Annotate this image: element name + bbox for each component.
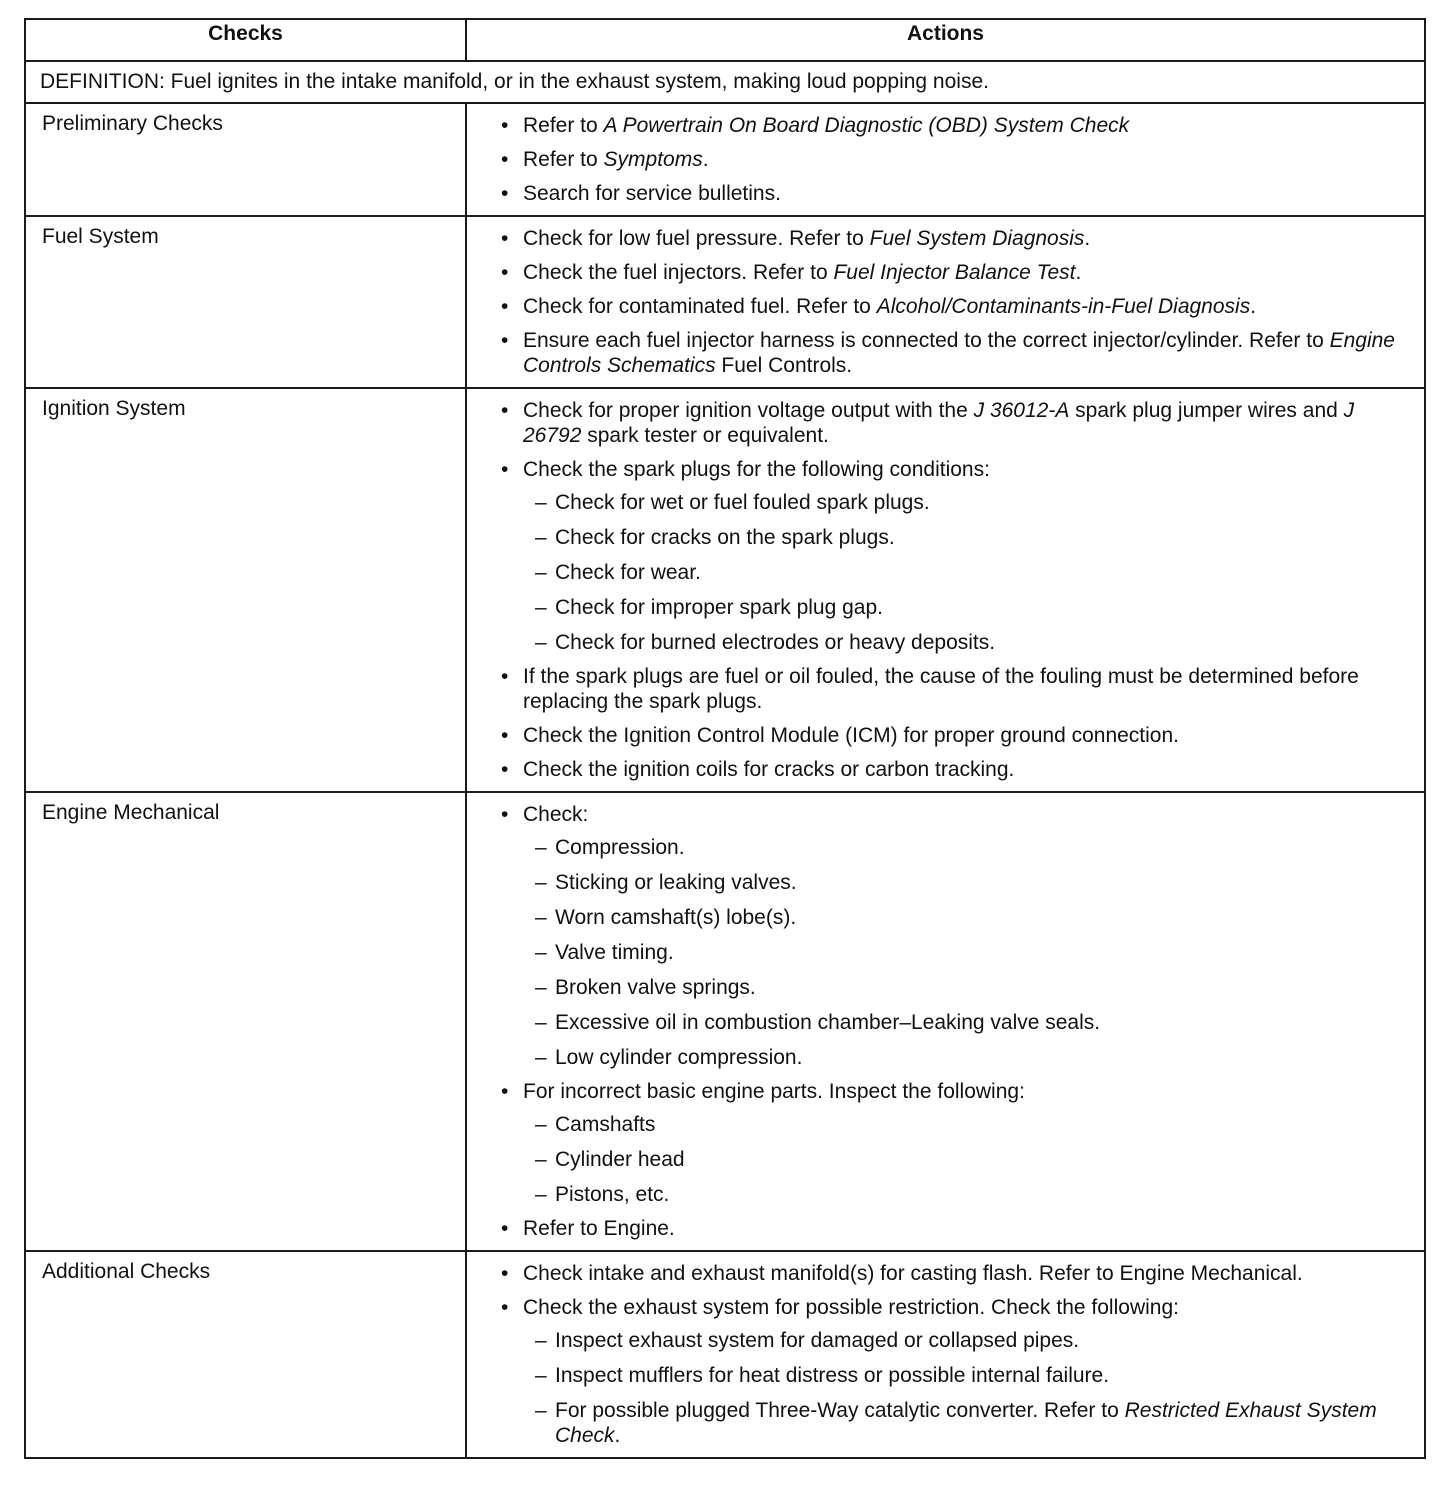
sub-list-item: – Camshafts: [535, 1112, 1414, 1137]
list-item: • Search for service bulletins.: [501, 181, 1414, 206]
reference-link: Alcohol/Contaminants-in-Fuel Diagnosis: [876, 295, 1251, 318]
check-label-ignition: Ignition System: [25, 388, 466, 792]
item-text: Check the fuel injectors. Refer to: [523, 261, 834, 284]
reference-link: Fuel Injector Balance Test: [833, 261, 1076, 284]
sub-list-item: – Inspect mufflers for heat distress or possible internal failure.: [535, 1363, 1414, 1388]
list-item: • If the spark plugs are fuel or oil fouled, the cause of the fouling must be determined before replacing the spark plugs.: [501, 664, 1414, 714]
list-item: [501, 260, 1414, 285]
reference-link: A Powertrain On Board Diagnostic (OBD) System Check: [603, 114, 1130, 137]
list-item: [501, 398, 1414, 448]
sub-list-item: – Low cylinder compression.: [535, 1045, 1414, 1070]
list-item: [501, 1079, 1414, 1207]
list-item: [501, 294, 1414, 319]
list-item: [501, 113, 1414, 138]
sub-list-item: – Broken valve springs.: [535, 975, 1414, 1000]
tool-reference: J 26792: [523, 399, 1355, 447]
checks-header: Checks: [25, 19, 466, 61]
definition-row: [25, 61, 1425, 103]
item-text: Ensure each fuel injector harness is connected to the correct injector/cylinder. Refer to: [523, 329, 1330, 352]
check-label-engine: Engine Mechanical: [25, 792, 466, 1251]
item-text: Check for proper ignition voltage output with the: [523, 399, 974, 422]
item-text: spark tester or equivalent.: [581, 424, 829, 447]
list-item: [501, 802, 1414, 1070]
list-item: • Check the Ignition Control Module (ICM) for proper ground connection.: [501, 723, 1414, 748]
table-row: [25, 103, 1425, 216]
list-item: [501, 226, 1414, 251]
item-text: For incorrect basic engine parts. Inspect the following:: [523, 1080, 1025, 1103]
table-row: [25, 388, 1425, 792]
table-row: [25, 792, 1425, 1251]
list-item: [501, 457, 1414, 655]
sub-list-item: – Check for improper spark plug gap.: [535, 595, 1414, 620]
reference-link: Engine Controls Schematics: [523, 329, 1395, 377]
actions-header: Actions: [466, 19, 1425, 61]
item-text: spark plug jumper wires and: [1069, 399, 1344, 422]
item-text: .: [614, 1424, 621, 1447]
item-text: Check the spark plugs for the following conditions:: [523, 458, 990, 481]
item-text: Fuel Controls.: [715, 354, 853, 377]
item-text: .: [1075, 261, 1082, 284]
actions-additional: [466, 1251, 1425, 1458]
item-text: .: [702, 148, 709, 171]
sub-list-item: – Check for cracks on the spark plugs.: [535, 525, 1414, 550]
check-label-preliminary: Preliminary Checks: [25, 103, 466, 216]
diagnostic-table: [24, 18, 1426, 1459]
reference-link: Fuel System Diagnosis: [869, 227, 1085, 250]
header-row: [25, 19, 1425, 61]
item-text: Check the exhaust system for possible restriction. Check the following:: [523, 1296, 1179, 1319]
reference-link: Restricted Exhaust System Check: [555, 1399, 1377, 1447]
sub-list-item: – Sticking or leaking valves.: [535, 870, 1414, 895]
list-item: • Refer to Engine.: [501, 1216, 1414, 1241]
item-text: Check:: [523, 803, 589, 826]
sub-list-item: – Inspect exhaust system for damaged or collapsed pipes.: [535, 1328, 1414, 1353]
reference-link: Symptoms: [603, 148, 703, 171]
check-label-additional: Additional Checks: [25, 1251, 466, 1458]
sub-list-item: – Check for burned electrodes or heavy deposits.: [535, 630, 1414, 655]
sub-list-item: – Pistons, etc.: [535, 1182, 1414, 1207]
actions-fuel: [466, 216, 1425, 388]
item-text: For possible plugged Three-Way catalytic converter. Refer to: [555, 1399, 1125, 1422]
item-text: Refer to: [523, 148, 604, 171]
sub-list-item: – Excessive oil in combustion chamber–Leaking valve seals.: [535, 1010, 1414, 1035]
actions-ignition: [466, 388, 1425, 792]
tool-reference: J 36012-A: [973, 399, 1070, 422]
item-text: Refer to: [523, 114, 604, 137]
item-text: .: [1084, 227, 1091, 250]
sub-list-item: – Valve timing.: [535, 940, 1414, 965]
sub-list-item: [535, 1398, 1414, 1448]
list-item: [501, 147, 1414, 172]
item-text: .: [1250, 295, 1257, 318]
definition-text: DEFINITION: Fuel ignites in the intake manifold, or in the exhaust system, making loud popping noise.: [25, 61, 1425, 103]
list-item: [501, 328, 1414, 378]
item-text: Check for contaminated fuel. Refer to: [523, 295, 877, 318]
sub-list-item: – Check for wear.: [535, 560, 1414, 585]
item-text: Check for low fuel pressure. Refer to: [523, 227, 870, 250]
table-row: [25, 1251, 1425, 1458]
list-item: • Check the ignition coils for cracks or carbon tracking.: [501, 757, 1414, 782]
sub-list-item: – Check for wet or fuel fouled spark plugs.: [535, 490, 1414, 515]
sub-list-item: – Compression.: [535, 835, 1414, 860]
table-row: [25, 216, 1425, 388]
actions-preliminary: [466, 103, 1425, 216]
actions-engine: [466, 792, 1425, 1251]
sub-list-item: – Cylinder head: [535, 1147, 1414, 1172]
list-item: [501, 1295, 1414, 1448]
sub-list-item: – Worn camshaft(s) lobe(s).: [535, 905, 1414, 930]
check-label-fuel: Fuel System: [25, 216, 466, 388]
list-item: • Check intake and exhaust manifold(s) for casting flash. Refer to Engine Mechanical.: [501, 1261, 1414, 1286]
